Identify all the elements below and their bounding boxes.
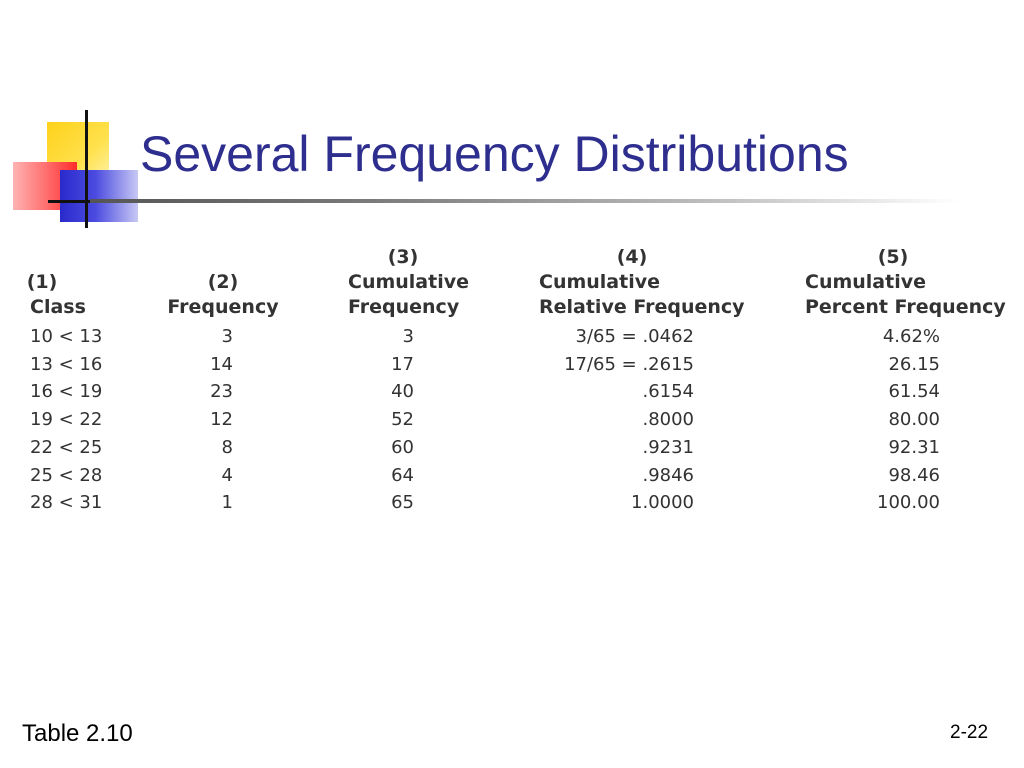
table-cell: 60 (391, 436, 414, 458)
column-header-4-line-1: Cumulative (539, 271, 660, 293)
table-cell: 13 < 16 (30, 353, 103, 375)
table-cell: 19 < 22 (30, 409, 103, 431)
table-cell: 14 (210, 353, 233, 375)
column-header-3-line-1: Cumulative (348, 271, 469, 293)
table-cell: 3 (402, 326, 414, 347)
column-number-5: (5) (877, 246, 909, 268)
title-underline (90, 199, 960, 203)
table-cell: 28 < 31 (30, 492, 103, 514)
table-cell: .6154 (642, 381, 694, 403)
slide-logo-decoration (0, 100, 150, 240)
table-cell: 8 (221, 436, 233, 458)
column-number-3: (3) (387, 246, 419, 268)
column-header-1-line-1: Class (30, 296, 86, 318)
column-header-2-line-1: Frequency (167, 296, 279, 318)
table-cell: 10 < 13 (30, 326, 103, 347)
table-cell: 98.46 (888, 464, 940, 486)
column-header-4-line-2: Relative Frequency (539, 296, 745, 318)
table-cell: 16 < 19 (30, 381, 103, 403)
table-cell: 3/65 = .0462 (575, 326, 694, 347)
table-cell: 25 < 28 (30, 464, 103, 486)
blue-square-shape (60, 170, 138, 222)
table-cell: 4 (221, 464, 233, 486)
table-cell: 26.15 (888, 353, 940, 375)
table-cell: .9231 (642, 436, 694, 458)
column-header-5-line-1: Cumulative (805, 271, 926, 293)
table-cell: 61.54 (888, 381, 940, 403)
table-cell: 23 (210, 381, 233, 403)
column-number-2: (2) (207, 271, 239, 293)
table-cell: 52 (391, 409, 414, 431)
table-caption: Table 2.10 (22, 720, 133, 747)
column-header-5-line-2: Percent Frequency (805, 296, 1006, 318)
table-cell: 4.62% (882, 326, 940, 347)
page-number: 2-22 (950, 722, 989, 743)
table-cell: 22 < 25 (30, 436, 103, 458)
table-cell: 1 (221, 492, 233, 514)
table-cell: 17/65 = .2615 (564, 353, 694, 375)
table-cell: 17 (391, 353, 414, 375)
column-header-3-line-2: Frequency (348, 296, 460, 318)
slide-title: Several Frequency Distributions (140, 126, 849, 182)
table-cell: .9846 (642, 464, 694, 486)
table-cell: 1.0000 (631, 492, 694, 514)
table-cell: 92.31 (888, 436, 940, 458)
table-cell: 100.00 (877, 492, 940, 514)
table-cell: 80.00 (888, 409, 940, 431)
table-cell: 64 (391, 464, 414, 486)
table-cell: .8000 (642, 409, 694, 431)
table-cell: 40 (391, 381, 414, 403)
table-cell: 3 (221, 326, 233, 347)
column-number-1: (1) (26, 271, 58, 293)
vertical-line-shape (85, 110, 88, 228)
column-number-4: (4) (616, 246, 648, 268)
table-cell: 12 (210, 409, 233, 431)
table-cell: 65 (391, 492, 414, 514)
